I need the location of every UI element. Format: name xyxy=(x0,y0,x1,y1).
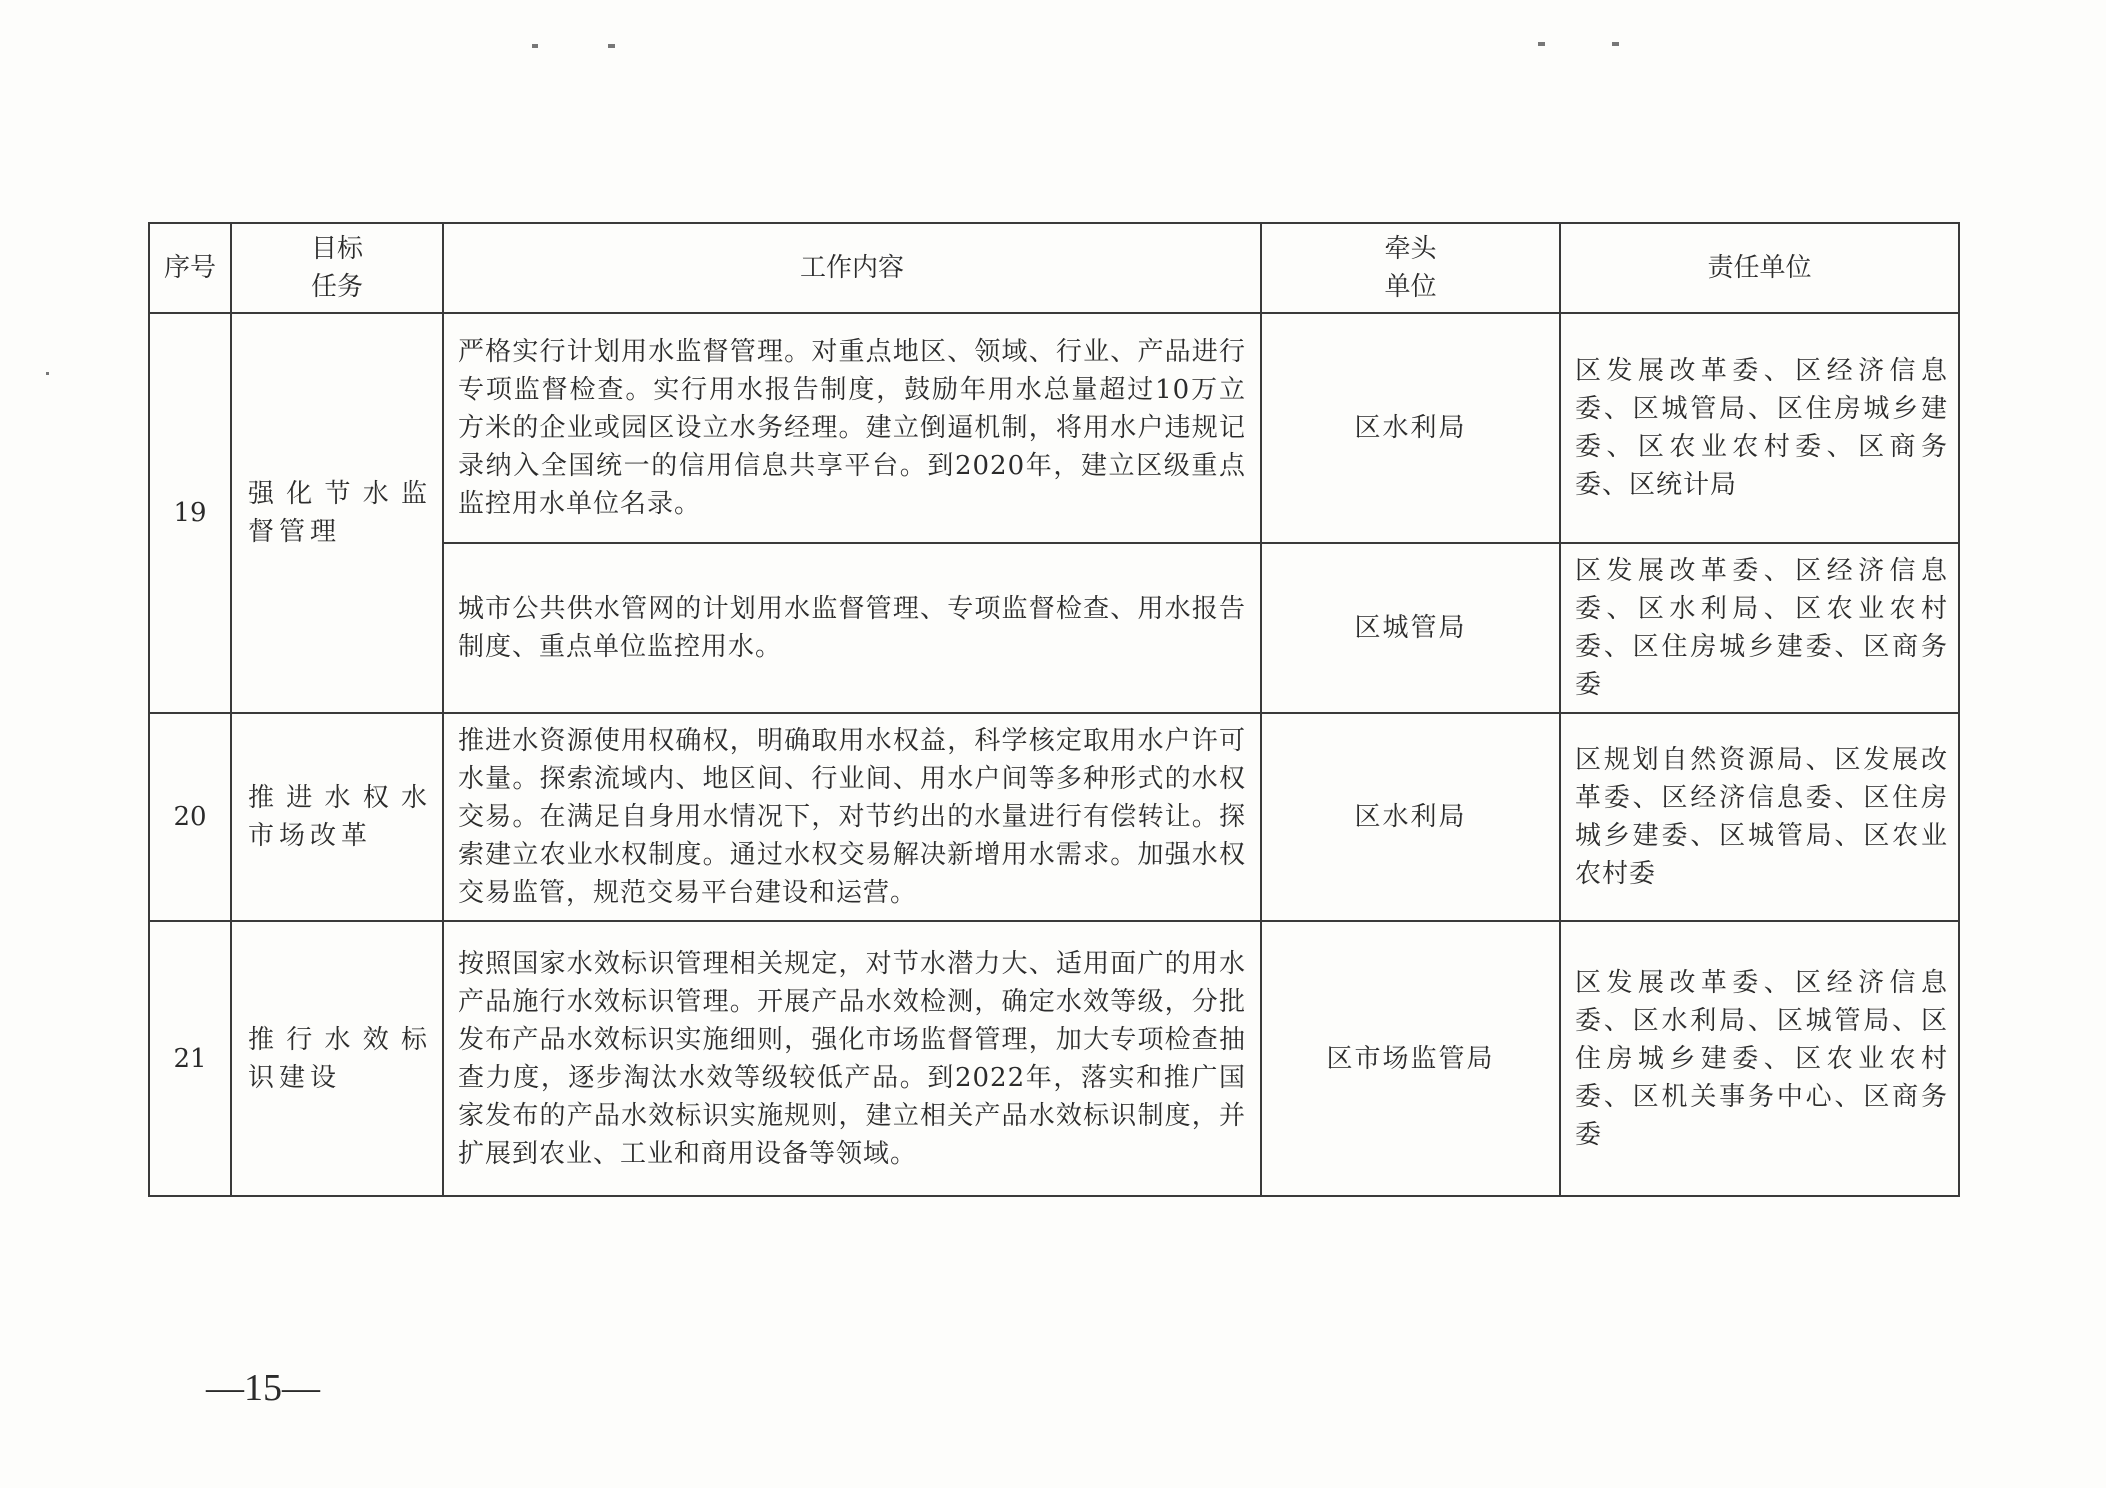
scan-mark xyxy=(532,44,538,48)
header-target xyxy=(231,223,443,313)
scan-mark xyxy=(1612,42,1619,46)
header-target-line1: 目标 xyxy=(310,234,363,264)
header-responsible: 责任单位 xyxy=(1560,223,1959,313)
table-row xyxy=(149,921,1959,1196)
row-lead: 区市场监管局 xyxy=(1261,921,1560,1196)
row-content: 严格实行计划用水监督管理。对重点地区、领域、行业、产品进行专项监督检查。实行用水报告制度，鼓励年用水总量超过10万立方米的企业或园区设立水务经理。建立倒逼机制，将用水户违规记录纳入全国统一的信用信息共享平台。到2020年，建立区级重点监控用水单位名录。 xyxy=(443,313,1261,543)
header-lead xyxy=(1261,223,1560,313)
table-row xyxy=(149,713,1959,921)
row-seq: 20 xyxy=(149,713,231,921)
scan-mark xyxy=(608,44,615,48)
header-seq: 序号 xyxy=(149,223,231,313)
page-number: —15— xyxy=(206,1367,320,1409)
row-responsible: 区发展改革委、区经济信息委、区城管局、区住房城乡建委、区农业农村委、区商务委、区统计局 xyxy=(1560,313,1959,543)
header-content: 工作内容 xyxy=(443,223,1261,313)
row-content: 按照国家水效标识管理相关规定，对节水潜力大、适用面广的用水产品施行水效标识管理。开展产品水效检测，确定水效等级，分批发布产品水效标识实施细则，强化市场监督管理，加大专项检查抽查力度，逐步淘汰水效等级较低产品。到2022年，落实和推广国家发布的产品水效标识实施规则，建立相关产品水效标识制度，并扩展到农业、工业和商用设备等领域。 xyxy=(443,921,1261,1196)
row-lead: 区城管局 xyxy=(1261,543,1560,713)
row-responsible: 区规划自然资源局、区发展改革委、区经济信息委、区住房城乡建委、区城管局、区农业农村委 xyxy=(1560,713,1959,921)
table-header-row xyxy=(149,223,1959,313)
task-table xyxy=(148,222,1960,1197)
row-lead: 区水利局 xyxy=(1261,313,1560,543)
row-seq: 19 xyxy=(149,313,231,713)
row-target: 推行水效标识建设 xyxy=(231,921,443,1196)
table-row xyxy=(149,313,1959,543)
row-target: 推进水权水市场改革 xyxy=(231,713,443,921)
header-lead-line2: 单位 xyxy=(1384,272,1437,302)
row-responsible: 区发展改革委、区经济信息委、区水利局、区农业农村委、区住房城乡建委、区商务委 xyxy=(1560,543,1959,713)
scan-mark xyxy=(46,372,49,375)
row-content: 推进水资源使用权确权，明确取用水权益，科学核定取用水户许可水量。探索流域内、地区间、行业间、用水户间等多种形式的水权交易。在满足自身用水情况下，对节约出的水量进行有偿转让。探索建立农业水权制度。通过水权交易解决新增用水需求。加强水权交易监管，规范交易平台建设和运营。 xyxy=(443,713,1261,921)
header-target-line2: 任务 xyxy=(310,272,363,302)
row-seq: 21 xyxy=(149,921,231,1196)
row-lead: 区水利局 xyxy=(1261,713,1560,921)
row-content: 城市公共供水管网的计划用水监督管理、专项监督检查、用水报告制度、重点单位监控用水。 xyxy=(443,543,1261,713)
row-target: 强化节水监督管理 xyxy=(231,313,443,713)
row-responsible: 区发展改革委、区经济信息委、区水利局、区城管局、区住房城乡建委、区农业农村委、区机关事务中心、区商务委 xyxy=(1560,921,1959,1196)
header-lead-line1: 牵头 xyxy=(1384,234,1437,264)
scan-mark xyxy=(1538,42,1545,46)
